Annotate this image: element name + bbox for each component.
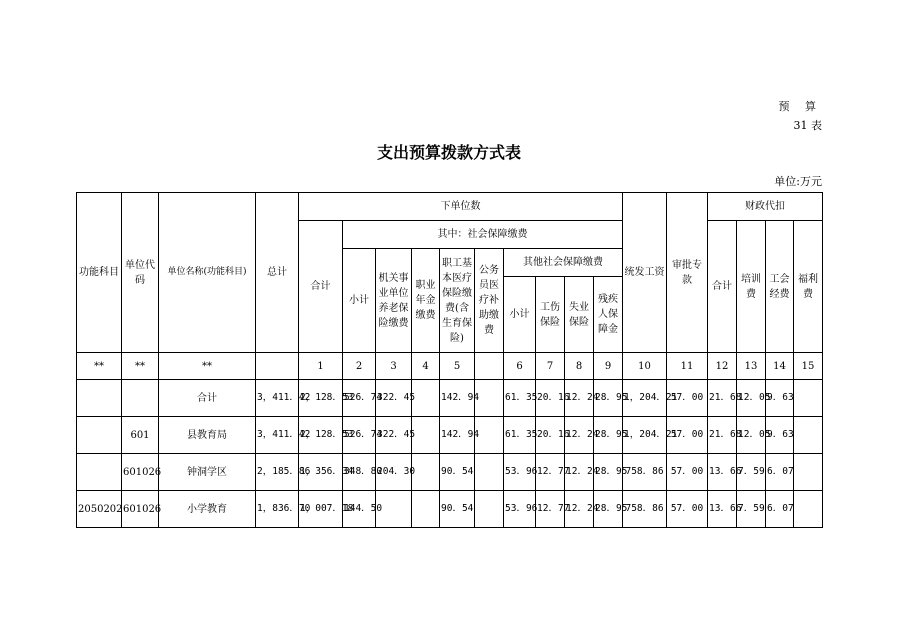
table-cell: 601026 xyxy=(122,454,159,491)
col-welfare: 福利费 xyxy=(794,221,823,353)
col-fiscal: 财政代扣 xyxy=(708,193,823,221)
index-cell: 3 xyxy=(376,353,412,380)
table-cell: 2050202 xyxy=(77,491,122,528)
col-disabled: 残疾人保障金 xyxy=(594,277,623,353)
col-civil-medical: 公务员医疗补助缴费 xyxy=(475,249,504,353)
table-cell: 90．54 xyxy=(440,491,475,528)
table-cell: 601026 xyxy=(122,491,159,528)
table-cell: 758．86 xyxy=(623,491,667,528)
table-cell: 2，185．86 xyxy=(256,454,299,491)
col-salary: 统发工资 xyxy=(623,193,667,353)
table-cell xyxy=(412,454,440,491)
table-row xyxy=(77,417,823,454)
index-cell: ** xyxy=(122,353,159,380)
table-cell: 12．24 xyxy=(565,380,594,417)
index-cell: 8 xyxy=(565,353,594,380)
table-cell xyxy=(412,380,440,417)
table-cell xyxy=(475,454,504,491)
table-cell xyxy=(794,491,823,528)
table-cell xyxy=(77,417,122,454)
col-func-subject: 功能科目 xyxy=(77,193,122,353)
table-cell: 1，836．70 xyxy=(256,491,299,528)
col-lower-units: 下单位数 xyxy=(299,193,623,221)
table-cell: 12．05 xyxy=(737,417,766,454)
col-fiscal-total: 合计 xyxy=(708,221,737,353)
table-cell: 1，007．18 xyxy=(299,491,343,528)
table-cell: 12．77 xyxy=(536,491,565,528)
table-cell: 6．07 xyxy=(766,491,794,528)
table-cell: 21．68 xyxy=(708,380,737,417)
col-training: 培训费 xyxy=(737,221,766,353)
table-cell: 20．16 xyxy=(536,380,565,417)
table-cell: 28．95 xyxy=(594,491,623,528)
index-cell: ** xyxy=(77,353,122,380)
index-cell: ** xyxy=(159,353,256,380)
unit-label: 单位:万元 xyxy=(774,175,822,188)
col-heji: 合计 xyxy=(299,221,343,353)
table-cell: 322．45 xyxy=(376,380,412,417)
col-social-security: 其中：社会保障缴费 xyxy=(343,221,623,249)
table-cell xyxy=(794,380,823,417)
table-cell: 28．95 xyxy=(594,454,623,491)
budget-table xyxy=(76,192,823,528)
table-cell: 144．50 xyxy=(343,491,376,528)
table-cell: 601 xyxy=(122,417,159,454)
table-row xyxy=(77,380,823,417)
table-cell: 小学教育 xyxy=(159,491,256,528)
index-cell xyxy=(475,353,504,380)
col-medical: 职工基本医疗保险缴费(含生育保险) xyxy=(440,249,475,353)
table-row xyxy=(77,491,823,528)
col-other-subtotal: 小计 xyxy=(504,277,536,353)
table-cell: 28．95 xyxy=(594,380,623,417)
col-special: 审批专款 xyxy=(667,193,708,353)
table-cell: 3，411．42 xyxy=(256,380,299,417)
table-cell xyxy=(794,454,823,491)
table-cell xyxy=(794,417,823,454)
table-cell: 12．05 xyxy=(737,380,766,417)
table-cell: 57．00 xyxy=(667,454,708,491)
index-cell: 6 xyxy=(504,353,536,380)
col-unit-name: 单位名称(功能科目) xyxy=(159,193,256,353)
index-cell: 5 xyxy=(440,353,475,380)
table-cell: 1，356．34 xyxy=(299,454,343,491)
table-cell: 57．00 xyxy=(667,491,708,528)
budget-label: 预 算 xyxy=(778,100,822,113)
table-cell: 526．74 xyxy=(343,380,376,417)
col-pension: 机关事业单位养老保险缴费 xyxy=(376,249,412,353)
col-unit-code: 单位代码 xyxy=(122,193,159,353)
table-cell: 61．35 xyxy=(504,417,536,454)
index-cell xyxy=(256,353,299,380)
table-cell: 13．66 xyxy=(708,454,737,491)
index-cell: 7 xyxy=(536,353,565,380)
index-cell: 10 xyxy=(623,353,667,380)
col-total: 总计 xyxy=(256,193,299,353)
table-cell: 13．66 xyxy=(708,491,737,528)
table-cell: 1，204．21 xyxy=(623,417,667,454)
col-subtotal: 小计 xyxy=(343,249,376,353)
table-cell: 1，204．21 xyxy=(623,380,667,417)
table-cell: 142．94 xyxy=(440,417,475,454)
table-cell: 12．24 xyxy=(565,417,594,454)
table-cell: 758．86 xyxy=(623,454,667,491)
page-title: 支出预算拨款方式表 xyxy=(376,143,521,162)
index-cell: 9 xyxy=(594,353,623,380)
table-cell: 6．07 xyxy=(766,454,794,491)
table-cell: 7．59 xyxy=(737,491,766,528)
table-cell: 钟洞学区 xyxy=(159,454,256,491)
table-cell: 2，128．53 xyxy=(299,417,343,454)
table-cell xyxy=(77,380,122,417)
table-row xyxy=(77,454,823,491)
table-cell: 12．24 xyxy=(565,491,594,528)
col-injury: 工伤保险 xyxy=(536,277,565,353)
table-cell xyxy=(77,454,122,491)
index-cell: 2 xyxy=(343,353,376,380)
index-row xyxy=(77,353,823,380)
index-cell: 4 xyxy=(412,353,440,380)
table-cell: 12．24 xyxy=(565,454,594,491)
table-cell: 53．96 xyxy=(504,491,536,528)
table-cell: 204．30 xyxy=(376,454,412,491)
table-cell xyxy=(475,491,504,528)
table-cell: 348．80 xyxy=(343,454,376,491)
table-cell: 21．68 xyxy=(708,417,737,454)
index-cell: 13 xyxy=(737,353,766,380)
table-cell: 7．59 xyxy=(737,454,766,491)
table-cell: 57．00 xyxy=(667,417,708,454)
table-cell: 90．54 xyxy=(440,454,475,491)
table-cell: 2，128．53 xyxy=(299,380,343,417)
col-other-social: 其他社会保障缴费 xyxy=(504,249,623,277)
col-annuity: 职业年金缴费 xyxy=(412,249,440,353)
index-cell: 12 xyxy=(708,353,737,380)
table-cell: 142．94 xyxy=(440,380,475,417)
table-number: 31 表 xyxy=(793,119,822,132)
index-cell: 14 xyxy=(766,353,794,380)
index-cell: 1 xyxy=(299,353,343,380)
table-cell xyxy=(412,491,440,528)
col-union: 工会经费 xyxy=(766,221,794,353)
table-cell: 9．63 xyxy=(766,417,794,454)
index-cell: 11 xyxy=(667,353,708,380)
table-cell: 合计 xyxy=(159,380,256,417)
table-cell: 9．63 xyxy=(766,380,794,417)
table-cell xyxy=(122,380,159,417)
table-cell: 61．35 xyxy=(504,380,536,417)
table-cell: 28．95 xyxy=(594,417,623,454)
table-cell: 3，411．42 xyxy=(256,417,299,454)
table-cell: 57．00 xyxy=(667,380,708,417)
col-unemployment: 失业保险 xyxy=(565,277,594,353)
table-cell: 20．16 xyxy=(536,417,565,454)
table-cell: 322．45 xyxy=(376,417,412,454)
table-cell: 526．74 xyxy=(343,417,376,454)
table-cell: 12．77 xyxy=(536,454,565,491)
table-cell xyxy=(412,417,440,454)
index-cell: 15 xyxy=(794,353,823,380)
table-cell: 53．96 xyxy=(504,454,536,491)
table-cell: 县教育局 xyxy=(159,417,256,454)
